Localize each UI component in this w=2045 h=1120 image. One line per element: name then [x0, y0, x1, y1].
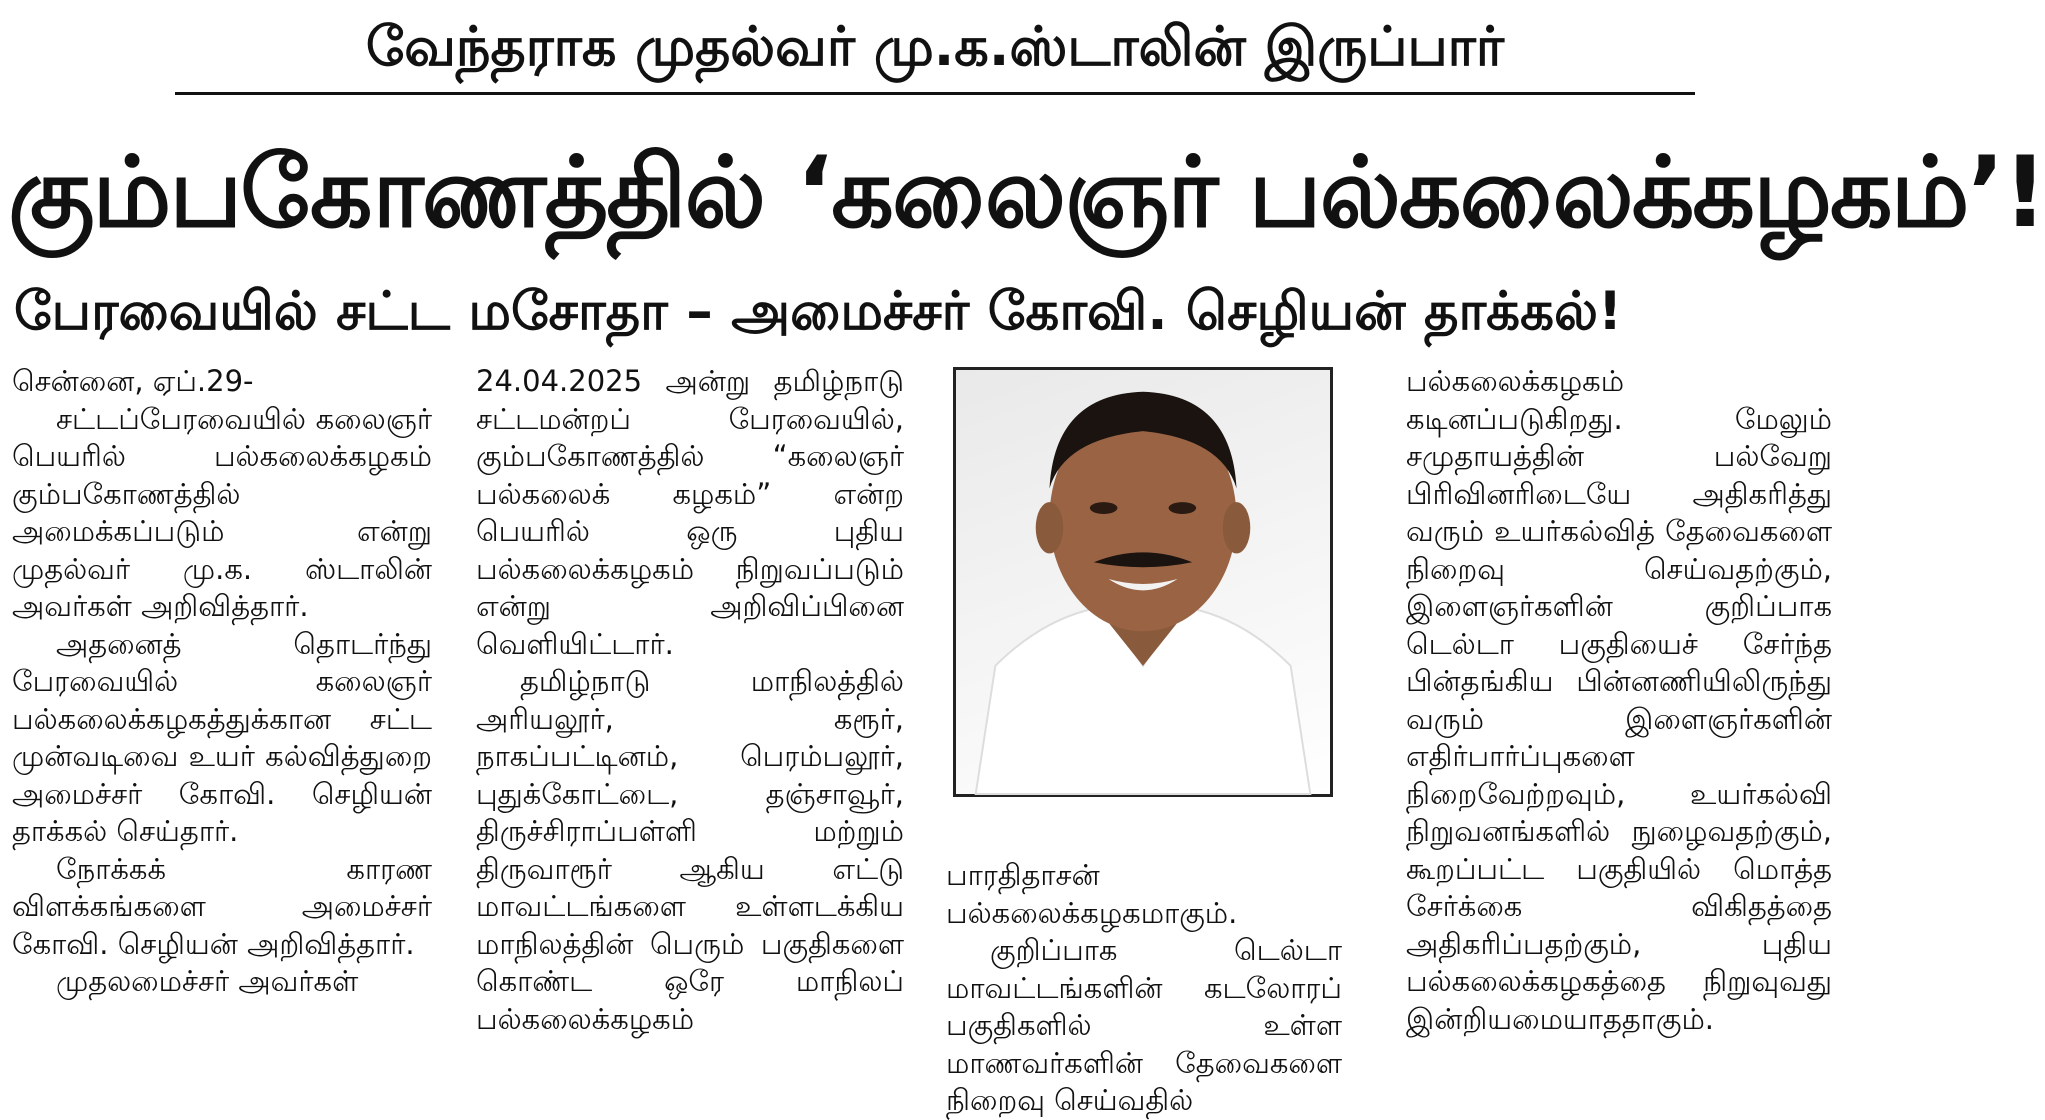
article-column-1	[12, 363, 432, 1108]
paragraph: குறிப்பாக டெல்டா மாவட்டங்களின் கடலோரப் பகுதிகளில் உள்ள மாணவர்களின் தேவைகளை நிறைவு செய்வதில்	[946, 933, 1342, 1117]
paragraph: 24.04.2025 அன்று தமிழ்நாடு சட்டமன்றப் பேரவையில், கும்பகோணத்தில் “கலைஞர் பல்கலைக் கழகம்” என்ற பெயரில் ஒரு புதிய பல்கலைக்கழகம் நிறுவப்படும் என்று அறிவிப்பினை வெளியிட்டார்.	[476, 364, 904, 661]
paragraph: தமிழ்நாடு மாநிலத்தில் அரியலூர், கரூர், நாகப்பட்டினம், பெரம்பலூர், புதுக்கோட்டை, தஞ்சாவூர், திருச்சிராப்பள்ளி மற்றும் திருவாரூர் ஆகிய எட்டு மாவட்டங்களை உள்ளடக்கிய மாநிலத்தின் பெரும் பகுதிகளை கொண்ட ஒரே மாநிலப் பல்கலைக்கழகம்	[476, 664, 904, 1036]
person-photo	[953, 367, 1333, 797]
paragraph: பல்கலைக்கழகம் கடினப்படுகிறது. மேலும் சமுதாயத்தின் பல்வேறு பிரிவினரிடையே அதிகரித்து வரும் உயர்கல்வித் தேவைகளை நிறைவு செய்வதற்கும், இளைஞர்களின் குறிப்பாக டெல்டா பகுதியைச் சேர்ந்த பின்தங்கிய பின்னணியிலிருந்து வரும் இளைஞர்களின் எதிர்பார்ப்புகளை நிறைவேற்றவும், உயர்கல்வி நிறுவனங்களில் நுழைவதற்கும், கூறப்பட்ட பகுதியில் மொத்த சேர்க்கை விகிதத்தை அதிகரிப்பதற்கும், புதிய பல்கலைக்கழகத்தை நிறுவுவது இன்றியமையாததாகும்.	[1406, 364, 1832, 1036]
headline-divider	[175, 92, 1695, 95]
article-column-2	[476, 363, 904, 1108]
paragraph: பாரதிதாசன் பல்கலைக்கழகமாகும்.	[946, 858, 1238, 930]
paragraph: சட்டப்பேரவையில் கலைஞர் பெயரில் பல்கலைக்கழகம் கும்பகோணத்தில் அமைக்கப்படும் என்று முதல்வர் மு.க. ஸ்டாலின் அவர்கள் அறிவித்தார்.	[12, 401, 432, 623]
article-column-3	[946, 857, 1342, 1117]
main-headline: கும்பகோணத்தில் ‘கலைஞர் பல்கலைக்கழகம்’!	[8, 136, 2045, 250]
dateline: சென்னை, ஏப்.29-	[12, 364, 254, 398]
paragraph: அதனைத் தொடர்ந்து பேரவையில் கலைஞர் பல்கலைக்கழகத்துக்கான சட்ட முன்வடிவை உயர் கல்வித்துறை அமைச்சர் கோவி. செழியன் தாக்கல் செய்தார்.	[12, 626, 432, 848]
kicker-headline: வேந்தராக முதல்வர் மு.க.ஸ்டாலின் இருப்பார்	[365, 15, 1505, 78]
sub-headline: பேரவையில் சட்ட மசோதா – அமைச்சர் கோவி. செழியன் தாக்கல்!	[14, 281, 1623, 342]
paragraph: முதலமைச்சர் அவர்கள்	[56, 964, 359, 998]
article-column-4	[1406, 363, 1832, 1108]
paragraph: நோக்கக் காரண விளக்கங்களை அமைச்சர் கோவி. செழியன் அறிவித்தார்.	[12, 851, 432, 961]
man-portrait-icon	[956, 370, 1330, 794]
